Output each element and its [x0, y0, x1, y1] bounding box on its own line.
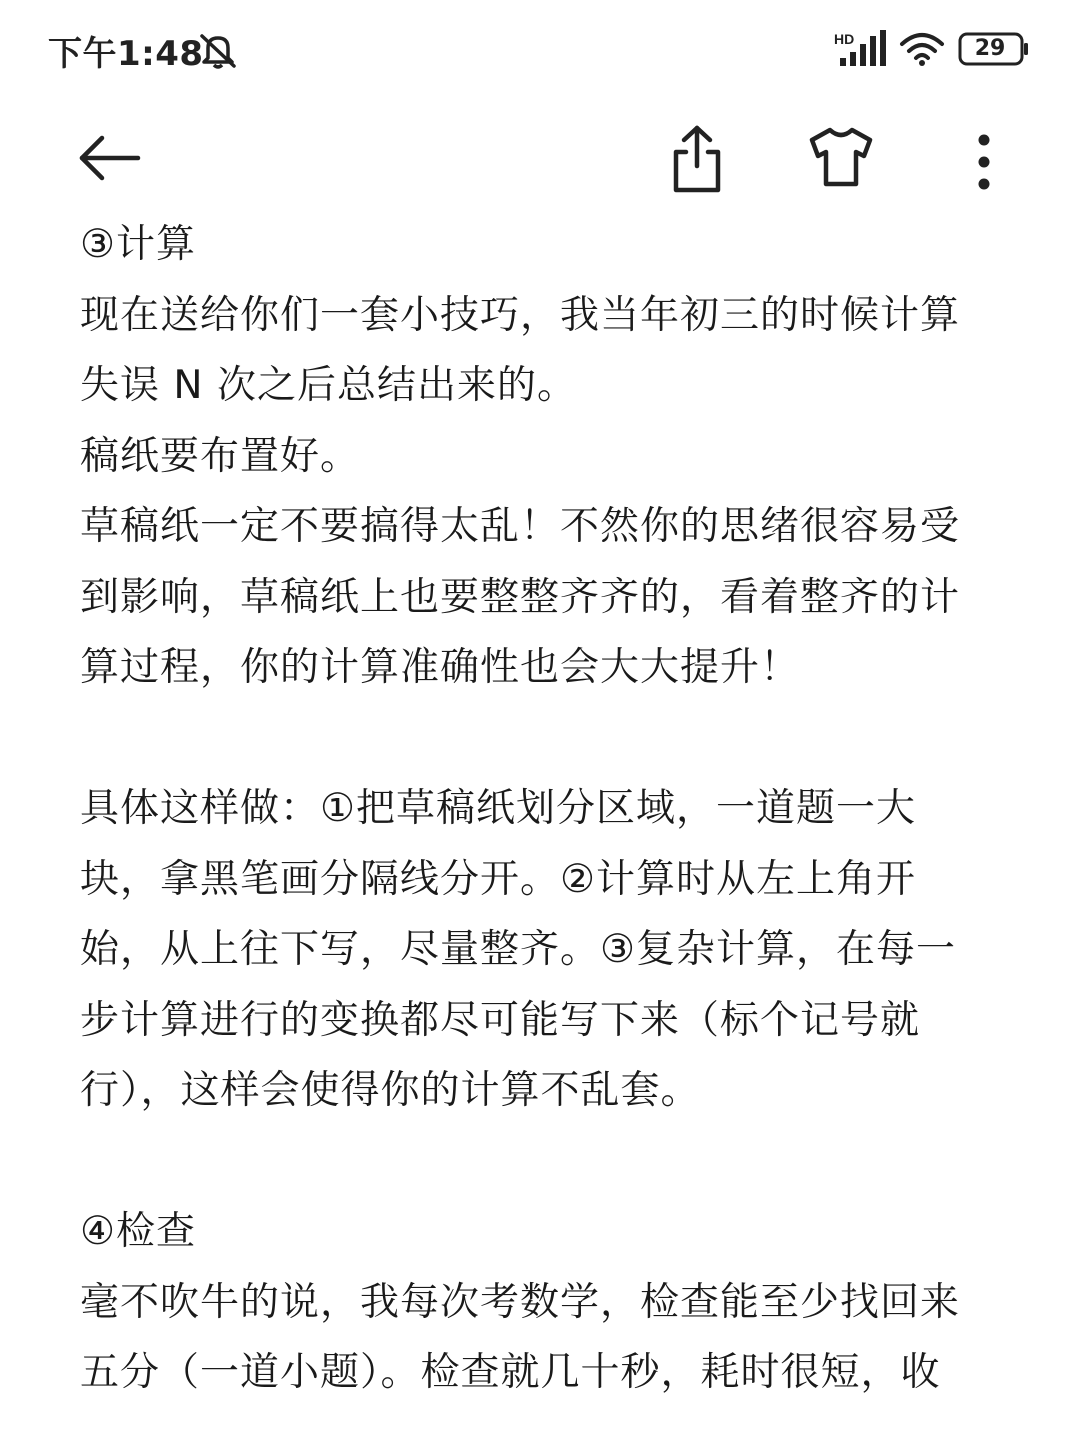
more-options-button[interactable]	[964, 124, 1004, 200]
back-button[interactable]	[76, 130, 142, 186]
signal-hd-label: HD	[834, 31, 855, 47]
status-time: 下午1:48	[48, 34, 204, 74]
content-line: 步计算进行的变换都尽可能写下来（标个记号就	[80, 997, 921, 1043]
wifi-icon	[898, 30, 946, 68]
share-button[interactable]	[664, 120, 730, 196]
status-bar	[0, 0, 1080, 100]
content-line: 现在送给你们一套小技巧，我当年初三的时候计算	[80, 292, 961, 338]
note-content	[80, 210, 980, 1409]
content-line: 稿纸要布置好。	[80, 433, 361, 479]
content-line: 块，拿黑笔画分隔线分开。②计算时从左上角开	[80, 856, 916, 902]
content-line: ③计算	[80, 222, 196, 267]
content-line: ④检查	[80, 1209, 196, 1254]
signal-icon	[834, 30, 888, 68]
share-icon	[664, 120, 730, 196]
tshirt-icon	[806, 124, 876, 190]
content-line: 具体这样做：①把草稿纸划分区域，一道题一大	[80, 786, 916, 831]
back-arrow-icon	[76, 130, 142, 186]
mute-icon	[196, 30, 240, 70]
content-line: 草稿纸一定不要搞得太乱！不然你的思绪很容易受	[80, 504, 961, 549]
blank-line	[80, 1127, 980, 1198]
content-line: 失误 N 次之后总结出来的。	[80, 363, 577, 408]
content-line: 算过程，你的计算准确性也会大大提升！	[80, 645, 801, 690]
content-line: 毫不吹牛的说，我每次考数学，检查能至少找回来	[80, 1279, 961, 1325]
content-line: 到影响，草稿纸上也要整整齐齐的，看着整齐的计	[80, 574, 961, 620]
blank-line	[80, 704, 980, 775]
battery-level-text: 29	[974, 36, 1006, 61]
content-line: 行），这样会使得你的计算不乱套。	[80, 1068, 701, 1113]
tshirt-button[interactable]	[806, 124, 876, 190]
content-line: 始，从上往下写，尽量整齐。③复杂计算，在每一	[80, 927, 956, 972]
toolbar	[0, 110, 1080, 210]
more-vertical-icon	[964, 124, 1004, 200]
content-line: 五分（一道小题）。检查就几十秒，耗时很短，收	[80, 1350, 941, 1395]
